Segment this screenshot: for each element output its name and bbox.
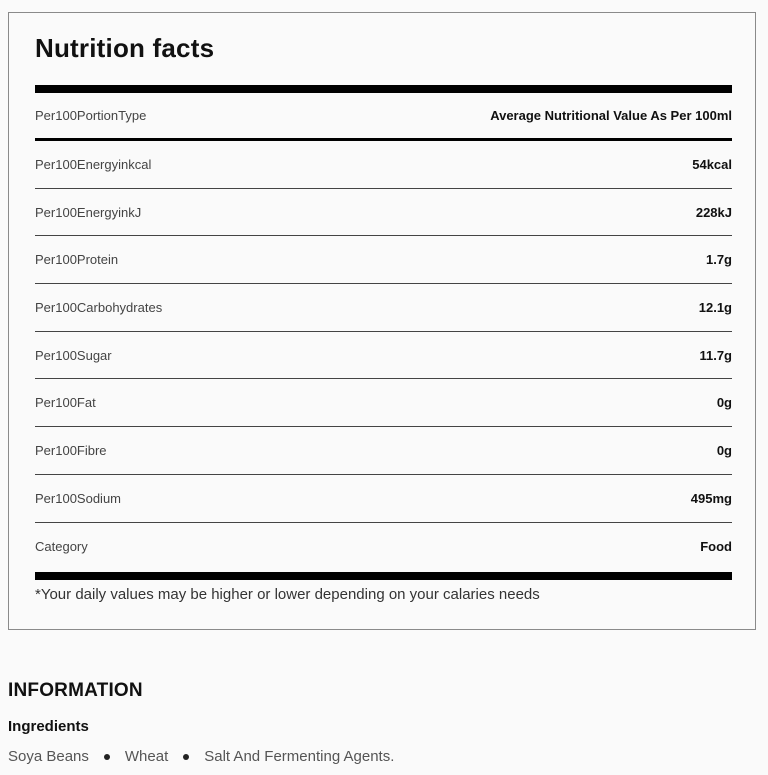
daily-values-footnote: *Your daily values may be higher or lower depending on your calaries needs (35, 586, 540, 603)
nutrition-facts-panel (8, 12, 756, 630)
nutrition-row-value: Food (700, 538, 732, 554)
nutrition-row-sugar (35, 332, 732, 380)
nutrition-row-value: 495mg (690, 490, 732, 506)
divider-thick-bottom (35, 572, 732, 580)
nutrition-row-fibre (35, 427, 732, 475)
nutrition-row-label: Per100EnergyinkJ (35, 204, 142, 220)
nutrition-row-label: Category (35, 538, 88, 554)
nutrition-row-value: 1.7g (705, 252, 732, 268)
nutrition-row-value: 0g (716, 442, 732, 458)
ingredient-item: Wheat (124, 748, 169, 765)
nutrition-row-label: Per100PortionType (35, 108, 147, 123)
nutrition-row-sodium (35, 475, 732, 523)
nutrition-row-energy-kj (35, 189, 732, 237)
nutrition-row-value: 11.7g (699, 347, 732, 363)
ingredients-list (8, 748, 756, 765)
nutrition-row-value: 0g (716, 395, 732, 411)
bullet-dot-icon (183, 754, 189, 760)
nutrition-row-category (35, 523, 732, 571)
ingredient-item: Salt And Fermenting Agents. (204, 748, 395, 765)
nutrition-row-energy-kcal (35, 141, 732, 189)
nutrition-table (35, 93, 732, 570)
nutrition-row-label: Per100Fat (35, 395, 96, 411)
divider-thick-top (35, 85, 732, 93)
nutrition-row-portion-type (35, 93, 732, 141)
nutrition-title: Nutrition facts (35, 33, 215, 63)
nutrition-row-protein (35, 236, 732, 284)
nutrition-row-value: Average Nutritional Value As Per 100ml (490, 108, 732, 123)
information-section (8, 680, 756, 765)
ingredients-heading: Ingredients (8, 718, 89, 735)
nutrition-row-label: Per100Fibre (35, 442, 107, 458)
nutrition-row-value: 12.1g (698, 299, 732, 315)
nutrition-row-carbohydrates (35, 284, 732, 332)
nutrition-row-label: Per100Sodium (35, 490, 121, 506)
bullet-dot-icon (104, 754, 110, 760)
nutrition-row-label: Per100Protein (35, 252, 119, 268)
nutrition-row-label: Per100Carbohydrates (35, 299, 163, 315)
ingredient-item: Soya Beans (8, 748, 89, 765)
information-heading: INFORMATION (8, 680, 143, 701)
nutrition-row-value: 228kJ (695, 204, 732, 220)
nutrition-row-label: Per100Energyinkcal (35, 156, 152, 172)
nutrition-row-value: 54kcal (692, 156, 732, 172)
nutrition-row-fat (35, 379, 732, 427)
nutrition-row-label: Per100Sugar (35, 347, 112, 363)
